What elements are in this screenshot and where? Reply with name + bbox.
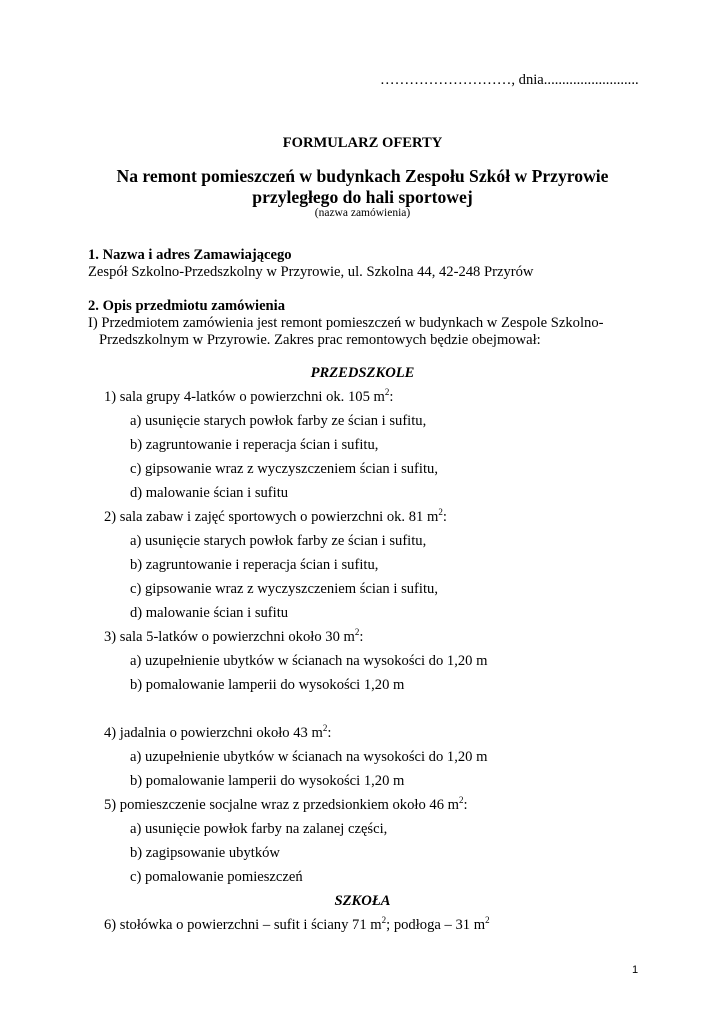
- task-item: b) zagipsowanie ubytków: [130, 845, 280, 861]
- room-title: 2) sala zabaw i zajęć sportowych o powierzchni ok. 81 m: [104, 509, 439, 525]
- page-number: 1: [632, 964, 639, 976]
- task-item: a) uzupełnienie ubytków w ścianach na wysokości do 1,20 m: [130, 653, 488, 669]
- room-title: 5) pomieszczenie socjalne wraz z przedsionkiem około 46 m: [104, 797, 459, 813]
- task-item: d) malowanie ścian i sufitu: [130, 485, 289, 501]
- room-item: 5) pomieszczenie socjalne wraz z przedsionkiem około 46 $m^2$:: [104, 795, 468, 813]
- task-item: a) usunięcie starych powłok farby ze ścian i sufitu,: [130, 533, 427, 549]
- task-item: d) malowanie ścian i sufitu: [130, 605, 289, 621]
- superscript: 2: [381, 915, 387, 925]
- subject-caption: (nazwa zamówienia): [314, 207, 411, 219]
- room-item: 1) sala grupy 4-latków o powierzchni ok. 105 $m^2$:: [104, 387, 394, 405]
- room-title: 1) sala grupy 4-latków o powierzchni ok. 105 m: [104, 389, 385, 405]
- task-item: a) usunięcie powłok farby na zalanej części,: [130, 821, 388, 837]
- superscript: 2: [384, 387, 390, 397]
- room-floor-text: ; podłoga – 31 m: [386, 917, 486, 933]
- task-item: b) zagruntowanie i reperacja ścian i sufitu,: [130, 437, 379, 453]
- subject-line-1: Na remont pomieszczeń w budynkach Zespołu Szkół w Przyrowie: [116, 166, 609, 186]
- section-2-heading: 2. Opis przedmiotu zamówienia: [88, 298, 286, 314]
- preschool-heading: PRZEDSZKOLE: [310, 365, 415, 381]
- section-2-intro-line-1: I) Przedmiotem zamówienia jest remont pomieszczeń w budynkach w Zespole Szkolno-: [88, 315, 604, 331]
- form-title: FORMULARZ OFERTY: [282, 135, 443, 151]
- place-date-line: ………………………, dnia..........................: [380, 72, 639, 88]
- superscript: 2: [322, 723, 328, 733]
- task-item: a) usunięcie starych powłok farby ze ścian i sufitu,: [130, 413, 427, 429]
- room-item: [104, 917, 490, 934]
- superscript: 2: [485, 915, 490, 925]
- superscript: 2: [354, 627, 360, 637]
- room-item: 4) jadalnia o powierzchni około 43 $m^2$:: [104, 723, 332, 741]
- section-1-text: Zespół Szkolno-Przedszkolny w Przyrowie, ul. Szkolna 44, 42-248 Przyrów: [88, 264, 534, 280]
- task-item: b) pomalowanie lamperii do wysokości 1,20 m: [130, 773, 405, 789]
- school-heading: SZKOŁA: [334, 893, 391, 909]
- section-2-intro-line-2: Przedszkolnym w Przyrowie. Zakres prac remontowych będzie obejmował:: [99, 332, 541, 348]
- section-1-heading: 1. Nazwa i adres Zamawiającego: [88, 247, 292, 263]
- task-item: c) pomalowanie pomieszczeń: [130, 869, 303, 885]
- superscript: 2: [438, 507, 443, 517]
- subject-line-2: przyległego do hali sportowej: [252, 187, 473, 207]
- room-item: 2) sala zabaw i zajęć sportowych o powierzchni ok. 81 $m^2$:: [104, 507, 447, 525]
- task-item: c) gipsowanie wraz z wyczyszczeniem ścian i sufitu,: [130, 461, 438, 477]
- room-title: 6) stołówka o powierzchni – sufit i ściany 71 m: [104, 917, 382, 933]
- room-item: 3) sala 5-latków o powierzchni około 30 $m^2$:: [104, 627, 364, 645]
- task-item: c) gipsowanie wraz z wyczyszczeniem ścian i sufitu,: [130, 581, 438, 597]
- superscript: 2: [459, 795, 464, 805]
- task-item: b) zagruntowanie i reperacja ścian i sufitu,: [130, 557, 379, 573]
- room-title: 3) sala 5-latków o powierzchni około 30 m: [104, 629, 355, 645]
- task-item: b) pomalowanie lamperii do wysokości 1,20 m: [130, 677, 405, 693]
- room-title: 4) jadalnia o powierzchni około 43 m: [104, 725, 323, 741]
- task-item: a) uzupełnienie ubytków w ścianach na wysokości do 1,20 m: [130, 749, 488, 765]
